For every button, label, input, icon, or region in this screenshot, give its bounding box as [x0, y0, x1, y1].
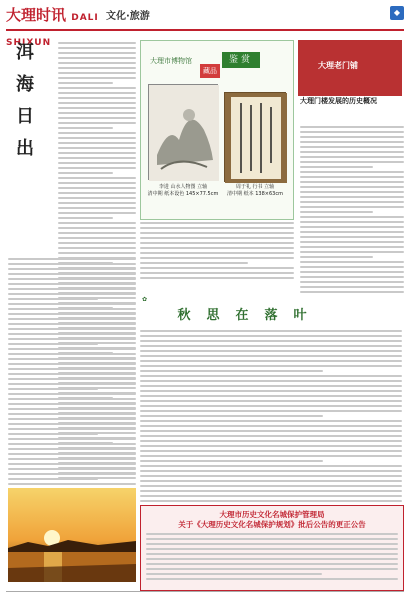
text-line-placeholder: [58, 82, 113, 84]
text-line-placeholder: [300, 251, 404, 253]
text-line-placeholder: [300, 186, 404, 188]
museum-column-title: 大理市博物馆: [150, 57, 192, 65]
text-line-placeholder: [8, 433, 98, 435]
text-line-placeholder: [8, 388, 98, 390]
text-line-placeholder: [8, 328, 136, 330]
text-line-placeholder: [58, 237, 136, 239]
text-line-placeholder: [140, 435, 402, 437]
text-line-placeholder: [300, 166, 373, 168]
text-line-placeholder: [140, 272, 294, 274]
text-line-placeholder: [140, 500, 402, 502]
text-line-placeholder: [58, 187, 136, 189]
footer: [6, 591, 404, 605]
text-line-placeholder: [58, 157, 136, 159]
text-line-placeholder: [140, 460, 323, 462]
calligraphy-scroll-image: [224, 92, 286, 182]
text-line-placeholder: [140, 267, 294, 269]
text-line-placeholder: [140, 335, 402, 337]
text-line-placeholder: [300, 196, 404, 198]
text-line-placeholder: [140, 375, 402, 377]
text-line-placeholder: [58, 117, 136, 119]
text-line-placeholder: [8, 298, 98, 300]
text-line-placeholder: [140, 227, 294, 229]
text-line-placeholder: [8, 283, 136, 285]
text-line-placeholder: [58, 87, 136, 89]
text-line-placeholder: [146, 578, 398, 580]
text-line-placeholder: [146, 548, 398, 550]
text-line-placeholder: [58, 72, 136, 74]
text-line-placeholder: [58, 197, 136, 199]
feature-body-continued-placeholder: [8, 258, 136, 488]
text-line-placeholder: [140, 420, 402, 422]
text-line-placeholder: [8, 413, 136, 415]
text-line-placeholder: [8, 423, 136, 425]
text-line-placeholder: [8, 273, 136, 275]
essay-title: 秋思在落叶: [177, 308, 323, 323]
text-line-placeholder: [140, 330, 402, 332]
text-line-placeholder: [8, 343, 98, 345]
text-line-placeholder: [58, 172, 113, 174]
text-line-placeholder: [140, 252, 294, 254]
text-line-placeholder: [58, 227, 136, 229]
text-line-placeholder: [58, 42, 136, 44]
text-line-placeholder: [58, 67, 136, 69]
text-line-placeholder: [146, 543, 398, 545]
text-line-placeholder: [58, 62, 136, 64]
text-line-placeholder: [58, 137, 136, 139]
text-line-placeholder: [58, 107, 136, 109]
text-line-placeholder: [140, 450, 402, 452]
text-line-placeholder: [300, 151, 404, 153]
text-line-placeholder: [58, 97, 136, 99]
text-line-placeholder: [140, 440, 402, 442]
text-line-placeholder: [300, 156, 404, 158]
text-line-placeholder: [140, 425, 402, 427]
text-line-placeholder: [58, 202, 136, 204]
text-line-placeholder: [140, 455, 402, 457]
text-line-placeholder: [140, 445, 402, 447]
collection-tag: 藏品: [200, 64, 220, 78]
text-line-placeholder: [140, 380, 402, 382]
text-line-placeholder: [8, 368, 136, 370]
text-line-placeholder: [58, 252, 136, 254]
text-line-placeholder: [58, 232, 136, 234]
text-line-placeholder: [140, 355, 402, 357]
text-line-placeholder: [300, 146, 404, 148]
text-line-placeholder: [146, 568, 398, 570]
text-line-placeholder: [8, 398, 136, 400]
text-line-placeholder: [300, 266, 404, 268]
text-line-placeholder: [58, 102, 136, 104]
appreciation-tag: 鉴赏: [222, 52, 260, 68]
text-line-placeholder: [58, 192, 136, 194]
text-line-placeholder: [300, 131, 404, 133]
text-line-placeholder: [8, 308, 136, 310]
text-line-placeholder: [140, 485, 402, 487]
text-line-placeholder: [58, 217, 113, 219]
art2-caption: 周于礼 行书 立轴 清中期 纸本 138×63cm: [227, 184, 283, 197]
text-line-placeholder: [300, 256, 373, 258]
text-line-placeholder: [140, 262, 248, 264]
text-line-placeholder: [140, 222, 294, 224]
text-line-placeholder: [300, 236, 404, 238]
text-line-placeholder: [8, 338, 136, 340]
text-line-placeholder: [300, 271, 404, 273]
text-line-placeholder: [300, 261, 404, 263]
text-line-placeholder: [140, 385, 402, 387]
text-line-placeholder: [300, 141, 404, 143]
text-line-placeholder: [146, 553, 398, 555]
text-line-placeholder: [8, 333, 136, 335]
text-line-placeholder: [58, 147, 136, 149]
text-line-placeholder: [300, 291, 404, 293]
notice-body-placeholder: [146, 533, 398, 583]
text-line-placeholder: [140, 465, 402, 467]
text-line-placeholder: [58, 167, 136, 169]
text-line-placeholder: [140, 340, 402, 342]
text-line-placeholder: [140, 360, 402, 362]
text-line-placeholder: [8, 478, 98, 480]
text-line-placeholder: [58, 122, 136, 124]
text-line-placeholder: [8, 323, 136, 325]
text-line-placeholder: [8, 318, 136, 320]
text-line-placeholder: [8, 373, 136, 375]
text-line-placeholder: [300, 211, 373, 213]
text-line-placeholder: [8, 313, 136, 315]
shop-tag: 大理老门铺: [318, 61, 358, 70]
text-line-placeholder: [140, 365, 402, 367]
text-line-placeholder: [300, 161, 404, 163]
landscape-painting-image: [148, 84, 218, 180]
text-line-placeholder: [140, 395, 402, 397]
text-line-placeholder: [8, 463, 136, 465]
text-line-placeholder: [8, 378, 136, 380]
text-line-placeholder: [8, 268, 136, 270]
text-line-placeholder: [140, 490, 402, 492]
text-line-placeholder: [140, 350, 402, 352]
text-line-placeholder: [8, 303, 136, 305]
text-line-placeholder: [300, 231, 404, 233]
text-line-placeholder: [8, 418, 136, 420]
text-line-placeholder: [8, 358, 136, 360]
text-line-placeholder: [300, 126, 404, 128]
text-line-placeholder: [8, 443, 136, 445]
text-line-placeholder: [58, 177, 136, 179]
text-line-placeholder: [58, 207, 136, 209]
text-line-placeholder: [58, 142, 136, 144]
text-line-placeholder: [140, 415, 323, 417]
newspaper-logo: 大理时讯 DALI SHIXUN: [6, 6, 99, 48]
text-line-placeholder: [8, 448, 136, 450]
text-line-placeholder: [58, 242, 136, 244]
text-line-placeholder: [140, 257, 294, 259]
text-line-placeholder: [300, 246, 404, 248]
text-line-placeholder: [8, 453, 136, 455]
text-line-placeholder: [58, 212, 136, 214]
text-line-placeholder: [58, 57, 136, 59]
text-line-placeholder: [140, 232, 294, 234]
text-line-placeholder: [300, 191, 404, 193]
text-line-placeholder: [140, 247, 294, 249]
text-line-placeholder: [8, 258, 136, 260]
text-line-placeholder: [8, 263, 136, 265]
text-line-placeholder: [8, 278, 136, 280]
text-line-placeholder: [140, 470, 402, 472]
text-line-placeholder: [8, 293, 136, 295]
text-line-placeholder: [146, 563, 398, 565]
section-label: 文化·旅游: [106, 11, 150, 22]
text-line-placeholder: [146, 558, 398, 560]
text-line-placeholder: [140, 370, 323, 372]
text-line-placeholder: [8, 483, 136, 485]
leaf-icon: ✿: [142, 296, 148, 303]
masthead: [6, 4, 404, 48]
text-line-placeholder: [300, 181, 404, 183]
text-line-placeholder: [8, 438, 136, 440]
essay-body-placeholder: [140, 330, 402, 520]
text-line-placeholder: [140, 400, 402, 402]
shop-body-placeholder: [300, 126, 404, 296]
page-badge-icon: ◆: [390, 6, 404, 20]
text-line-placeholder: [140, 495, 402, 497]
text-line-placeholder: [300, 241, 404, 243]
text-line-placeholder: [146, 538, 398, 540]
text-line-placeholder: [140, 242, 294, 244]
text-line-placeholder: [8, 408, 136, 410]
header-rule: [6, 29, 404, 31]
text-line-placeholder: [58, 222, 136, 224]
text-line-placeholder: [58, 162, 136, 164]
text-line-placeholder: [8, 428, 136, 430]
text-line-placeholder: [300, 226, 404, 228]
text-line-placeholder: [300, 276, 404, 278]
text-line-placeholder: [58, 77, 136, 79]
text-line-placeholder: [140, 430, 402, 432]
text-line-placeholder: [8, 393, 136, 395]
text-line-placeholder: [58, 247, 136, 249]
text-line-placeholder: [140, 410, 402, 412]
text-line-placeholder: [58, 152, 136, 154]
text-line-placeholder: [146, 573, 322, 575]
text-line-placeholder: [58, 127, 113, 129]
art1-caption: 李进 山水人物图 立轴 清中期 纸本设色 145×77.5cm: [147, 184, 219, 197]
text-line-placeholder: [8, 403, 136, 405]
text-line-placeholder: [140, 277, 294, 279]
text-line-placeholder: [300, 286, 404, 288]
text-line-placeholder: [146, 533, 398, 535]
museum-body-placeholder: [140, 222, 294, 282]
text-line-placeholder: [300, 176, 404, 178]
text-line-placeholder: [140, 475, 402, 477]
text-line-placeholder: [8, 473, 136, 475]
text-line-placeholder: [300, 206, 404, 208]
text-line-placeholder: [8, 468, 136, 470]
feature-title: 洱海日出: [13, 42, 34, 170]
text-line-placeholder: [140, 345, 402, 347]
text-line-placeholder: [58, 182, 136, 184]
text-line-placeholder: [8, 353, 136, 355]
text-line-placeholder: [300, 201, 404, 203]
text-line-placeholder: [8, 383, 136, 385]
text-line-placeholder: [58, 132, 136, 134]
text-line-placeholder: [8, 458, 136, 460]
text-line-placeholder: [300, 216, 404, 218]
text-line-placeholder: [8, 363, 136, 365]
text-line-placeholder: [300, 136, 404, 138]
text-line-placeholder: [140, 405, 402, 407]
notice-title: 大理市历史文化名城保护管理局 关于《大理历史文化名城保护规划》批后公告的更正公告: [178, 510, 366, 529]
text-line-placeholder: [8, 348, 136, 350]
text-line-placeholder: [140, 237, 294, 239]
text-line-placeholder: [58, 47, 136, 49]
text-line-placeholder: [300, 221, 404, 223]
text-line-placeholder: [140, 480, 402, 482]
text-line-placeholder: [58, 112, 136, 114]
text-line-placeholder: [300, 281, 404, 283]
sunset-photo: [8, 488, 136, 582]
text-line-placeholder: [58, 52, 136, 54]
shop-headline: 大理门楼发展的历史概况: [300, 97, 377, 105]
text-line-placeholder: [300, 171, 404, 173]
text-line-placeholder: [140, 390, 402, 392]
text-line-placeholder: [8, 288, 136, 290]
text-line-placeholder: [58, 92, 136, 94]
